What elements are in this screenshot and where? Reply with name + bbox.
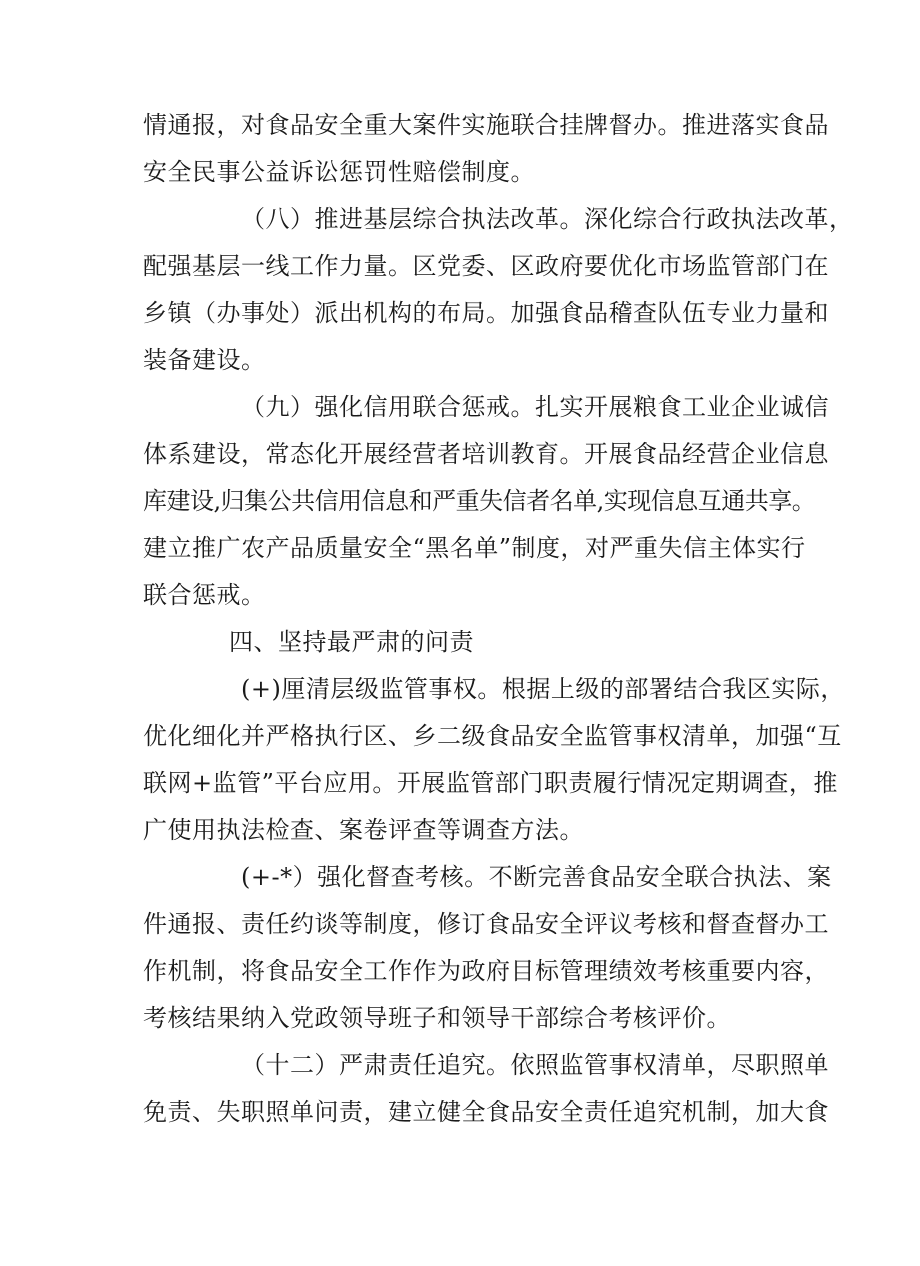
- text-line-2: 安全民事公益诉讼惩罚性赔偿制度。: [143, 158, 535, 186]
- text-line-8: 体系建设，常态化开展经营者培训教育。开展食品经营企业信息: [143, 440, 829, 468]
- text-line-9: 库建设,归集公共信用信息和严重失信者名单,实现信息互通共享。: [143, 487, 816, 515]
- text-line-21: （十二）严肃责任追究。依照监管事权清单，尽职照单: [241, 1051, 829, 1079]
- text-line-1: 情通报，对食品安全重大案件实施联合挂牌督办。推进落实食品: [143, 111, 829, 139]
- text-line-16: 广使用执法检查、案卷评查等调查方法。: [143, 816, 584, 844]
- text-line-13: (+)厘清层级监管事权。根据上级的部署结合我区实际，: [241, 675, 845, 703]
- text-line-20: 考核结果纳入党政领导班子和领导干部综合考核评价。: [143, 1004, 731, 1032]
- text-line-7: （九）强化信用联合惩戒。扎实开展粮食工业企业诚信: [241, 393, 829, 421]
- text-line-11: 联合惩戒。: [143, 581, 266, 609]
- text-line-18: 件通报、责任约谈等制度，修订食品安全评议考核和督查督办工: [143, 910, 829, 938]
- text-line-5: 乡镇（办事处）派出机构的布局。加强食品稽查队伍专业力量和: [143, 299, 829, 327]
- text-line-3: （八）推进基层综合执法改革。深化综合行政执法改革，: [241, 205, 854, 233]
- text-line-19: 作机制，将食品安全工作作为政府目标管理绩效考核重要内容，: [143, 957, 829, 985]
- text-line-15: 联网+监管”平台应用。开展监管部门职责履行情况定期调查，推: [143, 769, 838, 797]
- section-heading: 四、坚持最严肃的问责: [229, 628, 474, 656]
- text-line-6: 装备建设。: [143, 346, 266, 374]
- text-line-22: 免责、失职照单问责，建立健全食品安全责任追究机制，加大食: [143, 1098, 829, 1126]
- text-line-17: (+-*）强化督查考核。不断完善食品安全联合执法、案: [241, 863, 832, 891]
- text-line-4: 配强基层一线工作力量。区党委、区政府要优化市场监管部门在: [143, 252, 829, 280]
- text-line-14: 优化细化并严格执行区、乡二级食品安全监管事权清单，加强“互: [143, 722, 842, 750]
- text-line-10: 建立推广农产品质量安全“黑名单”制度，对严重失信主体实行: [143, 534, 806, 562]
